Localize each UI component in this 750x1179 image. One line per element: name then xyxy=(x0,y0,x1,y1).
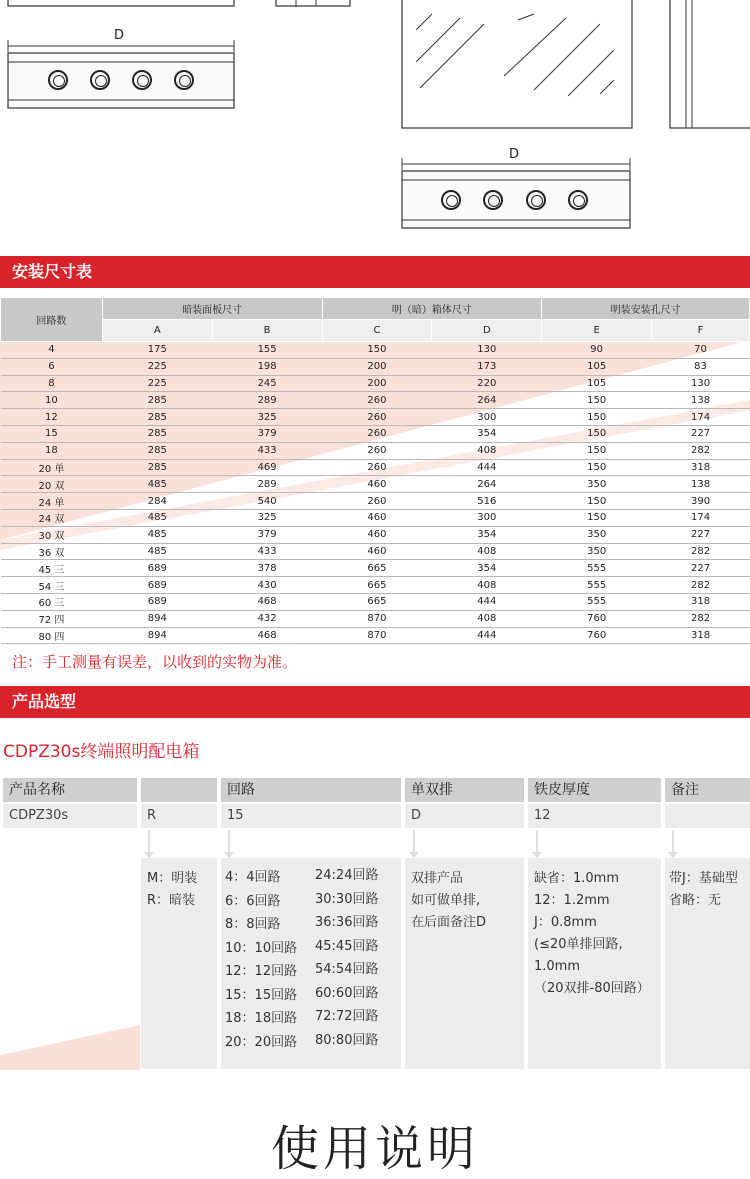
table-row xyxy=(1,459,750,476)
connector xyxy=(672,830,674,854)
table-row xyxy=(1,526,750,543)
box-drawings xyxy=(0,0,750,250)
loop-option: 15：15回路 xyxy=(225,987,298,1003)
table-cell: 227 xyxy=(652,526,750,543)
table-cell: 18 xyxy=(1,442,103,459)
thickness-desc-line: 12：1.2mm xyxy=(534,893,610,908)
connector xyxy=(413,830,415,854)
connector xyxy=(228,830,230,854)
sub-header: E xyxy=(542,320,652,342)
table-cell: 200 xyxy=(322,375,432,392)
table-row xyxy=(1,358,750,375)
table-cell: 264 xyxy=(432,392,542,409)
table-cell: 354 xyxy=(432,425,542,442)
table-cell: 54 三 xyxy=(1,577,103,594)
table-cell: 245 xyxy=(212,375,322,392)
table-cell: 469 xyxy=(212,459,322,476)
table-row xyxy=(1,577,750,594)
knockout-hole xyxy=(90,70,110,90)
sub-header: D xyxy=(432,320,542,342)
table-cell: 8 xyxy=(1,375,103,392)
table-cell: 689 xyxy=(102,560,212,577)
table-cell: 540 xyxy=(212,493,322,510)
table-cell: 485 xyxy=(102,509,212,526)
loop-option: 20：20回路 xyxy=(225,1034,298,1050)
table-cell: 354 xyxy=(432,526,542,543)
loop-option: 30:30回路 xyxy=(315,891,379,907)
table-cell: 4 xyxy=(1,342,103,359)
table-cell: 460 xyxy=(322,509,432,526)
table-cell: 433 xyxy=(212,543,322,560)
loop-option: 72:72回路 xyxy=(315,1009,379,1024)
thickness-desc-line: 缺省：1.0mm xyxy=(534,871,620,886)
table-row xyxy=(1,342,750,359)
table-row xyxy=(1,442,750,459)
table-cell: 220 xyxy=(432,375,542,392)
loop-option: 24:24回路 xyxy=(315,868,379,883)
table-row xyxy=(1,425,750,442)
table-cell: 894 xyxy=(102,627,212,644)
row-desc xyxy=(405,858,524,1069)
table-body xyxy=(1,342,750,644)
section-install-table: 安装尺寸表 xyxy=(0,256,750,288)
table-cell: 460 xyxy=(322,526,432,543)
table-cell: 260 xyxy=(322,459,432,476)
knockout-hole xyxy=(526,190,546,210)
table-row xyxy=(1,476,750,493)
table-cell: 150 xyxy=(542,409,652,426)
table-cell: 150 xyxy=(542,442,652,459)
dim-label-right: D xyxy=(509,147,520,162)
table-cell: 150 xyxy=(542,459,652,476)
table-cell: 20 双 xyxy=(1,476,103,493)
table-cell: 150 xyxy=(542,509,652,526)
header-loops: 回路数 xyxy=(1,298,103,342)
table-cell: 72 四 xyxy=(1,610,103,627)
header-thickness: 铁皮厚度 xyxy=(528,778,661,802)
table-cell: 83 xyxy=(652,358,750,375)
table-cell: 350 xyxy=(542,543,652,560)
table-cell: 379 xyxy=(212,526,322,543)
sub-header: B xyxy=(212,320,322,342)
table-row xyxy=(1,593,750,610)
table-cell: 225 xyxy=(102,375,212,392)
table-row xyxy=(1,627,750,644)
remark-desc xyxy=(665,858,750,1069)
header-product-name: 产品名称 xyxy=(3,778,137,802)
table-cell: 408 xyxy=(432,577,542,594)
table-cell: 432 xyxy=(212,610,322,627)
product-title: CDPZ30s终端照明配电箱 xyxy=(3,742,200,762)
row-desc-line: 如可做单排, xyxy=(411,893,481,908)
table-cell: 689 xyxy=(102,577,212,594)
connector xyxy=(148,830,150,854)
thickness-desc-line: J：0.8mm xyxy=(534,915,597,930)
value-install: R xyxy=(141,804,217,828)
table-cell: 20 单 xyxy=(1,459,103,476)
loop-option: 18：18回路 xyxy=(225,1011,298,1026)
loop-option: 45:45回路 xyxy=(315,938,379,954)
table-cell: 150 xyxy=(542,493,652,510)
thickness-desc-line: (≤20单排回路, xyxy=(534,937,623,952)
thickness-desc-line: （20双排-80回路） xyxy=(534,981,650,996)
remark-desc-line: 带J：基础型 xyxy=(669,871,738,886)
table-cell: 70 xyxy=(652,342,750,359)
table-cell: 60 三 xyxy=(1,593,103,610)
table-cell: 138 xyxy=(652,392,750,409)
table-cell: 105 xyxy=(542,375,652,392)
table-cell: 760 xyxy=(542,627,652,644)
table-cell: 665 xyxy=(322,593,432,610)
loop-option: 54:54回路 xyxy=(315,962,379,977)
table-cell: 173 xyxy=(432,358,542,375)
loop-option: 60:60回路 xyxy=(315,985,379,1001)
knockout-hole xyxy=(441,190,461,210)
usage-title: 使用说明 xyxy=(270,1121,479,1177)
sub-header: C xyxy=(322,320,432,342)
table-cell: 282 xyxy=(652,543,750,560)
install-desc-line: R：暗装 xyxy=(147,893,196,908)
table-cell: 318 xyxy=(652,627,750,644)
table-cell: 390 xyxy=(652,493,750,510)
table-cell: 150 xyxy=(322,342,432,359)
table-cell: 90 xyxy=(542,342,652,359)
table-cell: 555 xyxy=(542,560,652,577)
header-row: 单双排 xyxy=(405,778,524,802)
table-cell: 354 xyxy=(432,560,542,577)
table-cell: 198 xyxy=(212,358,322,375)
table-cell: 227 xyxy=(652,425,750,442)
table-cell: 894 xyxy=(102,610,212,627)
value-product-name: CDPZ30s xyxy=(3,804,137,828)
table-cell: 284 xyxy=(102,493,212,510)
table-cell: 260 xyxy=(322,442,432,459)
table-row xyxy=(1,560,750,577)
connector xyxy=(536,830,538,854)
loops-left-list xyxy=(225,866,297,1054)
knockout-hole xyxy=(174,70,194,90)
table-cell: 444 xyxy=(432,593,542,610)
table-cell: 260 xyxy=(322,392,432,409)
knockout-hole xyxy=(568,190,588,210)
table-row xyxy=(1,409,750,426)
table-cell: 485 xyxy=(102,543,212,560)
table-cell: 300 xyxy=(432,409,542,426)
table-cell: 665 xyxy=(322,560,432,577)
dim-label-left: D xyxy=(114,28,125,43)
table-cell: 227 xyxy=(652,560,750,577)
group-header: 明装安装孔尺寸 xyxy=(542,298,750,320)
table-cell: 225 xyxy=(102,358,212,375)
table-cell: 318 xyxy=(652,459,750,476)
table-row xyxy=(1,543,750,560)
table-cell: 12 xyxy=(1,409,103,426)
table-cell: 516 xyxy=(432,493,542,510)
sub-header: A xyxy=(102,320,212,342)
knockout-hole xyxy=(483,190,503,210)
thickness-desc xyxy=(528,858,661,1069)
table-cell: 285 xyxy=(102,409,212,426)
table-cell: 460 xyxy=(322,543,432,560)
table-cell: 444 xyxy=(432,459,542,476)
table-cell: 870 xyxy=(322,610,432,627)
table-cell: 325 xyxy=(212,509,322,526)
decor-corner xyxy=(0,1020,140,1070)
table-cell: 430 xyxy=(212,577,322,594)
install-size-table xyxy=(0,297,750,644)
table-cell: 444 xyxy=(432,627,542,644)
table-cell: 318 xyxy=(652,593,750,610)
value-thickness: 12 xyxy=(528,804,661,828)
measurement-note: 注：手工测量有误差，以收到的实物为准。 xyxy=(12,653,298,671)
table-cell: 665 xyxy=(322,577,432,594)
table-cell: 150 xyxy=(542,392,652,409)
table-cell: 282 xyxy=(652,577,750,594)
table-cell: 468 xyxy=(212,627,322,644)
loop-option: 6：6回路 xyxy=(225,893,281,909)
group-header: 暗装面板尺寸 xyxy=(102,298,322,320)
table-cell: 24 双 xyxy=(1,509,103,526)
knockout-hole xyxy=(132,70,152,90)
table-cell: 408 xyxy=(432,610,542,627)
table-row xyxy=(1,493,750,510)
table-cell: 433 xyxy=(212,442,322,459)
table-cell: 30 双 xyxy=(1,526,103,543)
header-install xyxy=(141,778,217,802)
table-cell: 485 xyxy=(102,476,212,493)
header-remark: 备注 xyxy=(665,778,750,802)
group-header: 明（暗）箱体尺寸 xyxy=(322,298,542,320)
table-cell: 555 xyxy=(542,577,652,594)
table-row xyxy=(1,509,750,526)
table-cell: 175 xyxy=(102,342,212,359)
table-cell: 689 xyxy=(102,593,212,610)
loop-option: 12：12回路 xyxy=(225,964,298,979)
section-product-select: 产品选型 xyxy=(0,686,750,718)
thickness-desc-line: 1.0mm xyxy=(534,959,581,974)
value-loops: 15 xyxy=(221,804,401,828)
table-cell: 379 xyxy=(212,425,322,442)
table-cell: 260 xyxy=(322,425,432,442)
table-cell: 45 三 xyxy=(1,560,103,577)
table-row xyxy=(1,392,750,409)
loops-desc xyxy=(221,858,401,1069)
table-cell: 285 xyxy=(102,442,212,459)
row-desc-line: 双排产品 xyxy=(411,871,464,886)
table-cell: 408 xyxy=(432,543,542,560)
table-cell: 155 xyxy=(212,342,322,359)
loop-option: 4：4回路 xyxy=(225,870,281,885)
table-cell: 460 xyxy=(322,476,432,493)
table-cell: 130 xyxy=(432,342,542,359)
loops-right-list xyxy=(315,864,378,1052)
table-row xyxy=(1,375,750,392)
table-cell: 285 xyxy=(102,459,212,476)
table-cell: 350 xyxy=(542,476,652,493)
row-desc-line: 在后面备注D xyxy=(411,915,487,930)
table-cell: 300 xyxy=(432,509,542,526)
table-cell: 282 xyxy=(652,442,750,459)
table-cell: 870 xyxy=(322,627,432,644)
loop-option: 80:80回路 xyxy=(315,1032,379,1048)
loop-option: 36:36回路 xyxy=(315,915,379,930)
knockout-hole xyxy=(48,70,68,90)
table-cell: 150 xyxy=(542,425,652,442)
table-cell: 285 xyxy=(102,425,212,442)
value-row: D xyxy=(405,804,524,828)
table-cell: 760 xyxy=(542,610,652,627)
install-desc xyxy=(141,858,217,1069)
table-cell: 138 xyxy=(652,476,750,493)
table-cell: 36 双 xyxy=(1,543,103,560)
table-cell: 6 xyxy=(1,358,103,375)
table-cell: 350 xyxy=(542,526,652,543)
table-cell: 289 xyxy=(212,476,322,493)
table-cell: 408 xyxy=(432,442,542,459)
table-cell: 468 xyxy=(212,593,322,610)
header-loops: 回路 xyxy=(221,778,401,802)
loop-option: 8：8回路 xyxy=(225,917,281,932)
table-cell: 15 xyxy=(1,425,103,442)
value-remark xyxy=(665,804,750,828)
table-cell: 200 xyxy=(322,358,432,375)
table-cell: 555 xyxy=(542,593,652,610)
loop-option: 10：10回路 xyxy=(225,940,298,956)
install-desc-line: M：明装 xyxy=(147,871,198,886)
table-cell: 260 xyxy=(322,493,432,510)
table-cell: 130 xyxy=(652,375,750,392)
table-row xyxy=(1,610,750,627)
table-cell: 10 xyxy=(1,392,103,409)
table-cell: 80 四 xyxy=(1,627,103,644)
table-cell: 289 xyxy=(212,392,322,409)
table-cell: 264 xyxy=(432,476,542,493)
table-cell: 282 xyxy=(652,610,750,627)
table-cell: 174 xyxy=(652,409,750,426)
table-cell: 325 xyxy=(212,409,322,426)
table-cell: 378 xyxy=(212,560,322,577)
table-cell: 24 单 xyxy=(1,493,103,510)
table-cell: 260 xyxy=(322,409,432,426)
remark-desc-line: 省略：无 xyxy=(669,893,722,908)
table-cell: 174 xyxy=(652,509,750,526)
sub-header: F xyxy=(652,320,750,342)
table-cell: 105 xyxy=(542,358,652,375)
table-cell: 285 xyxy=(102,392,212,409)
table-cell: 485 xyxy=(102,526,212,543)
